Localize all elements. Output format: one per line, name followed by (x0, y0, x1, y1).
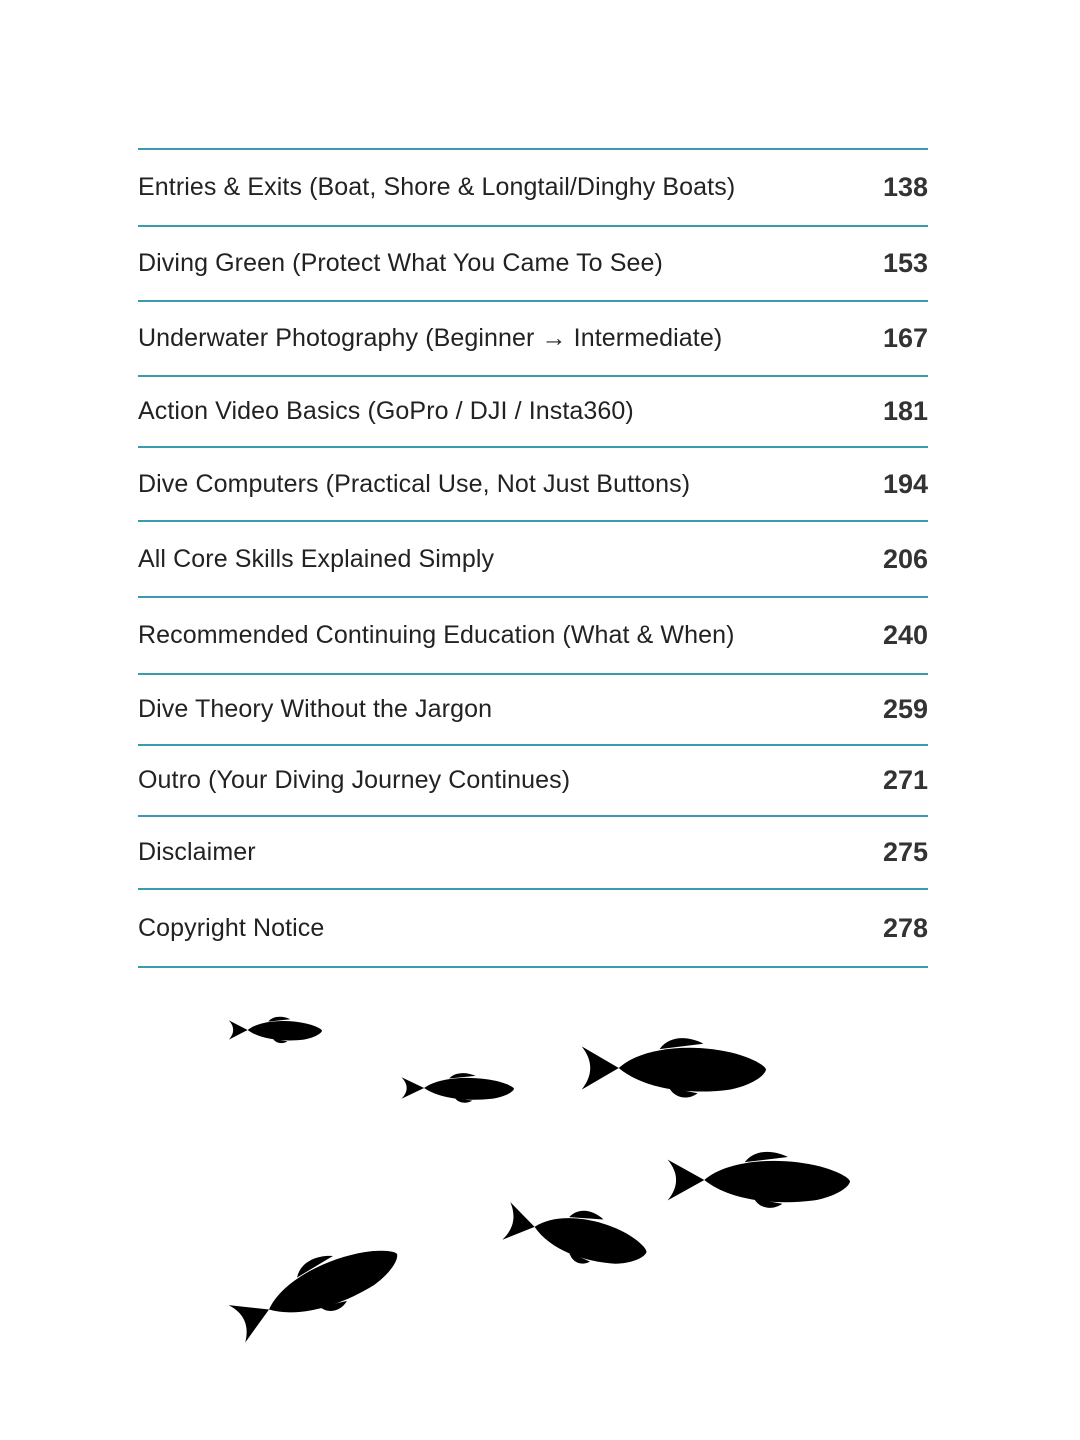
toc-entry-title: Disclaimer (138, 838, 256, 866)
toc-entry-page: 278 (882, 912, 928, 943)
toc-entry-title: Entries & Exits (Boat, Shore & Longtail/Dinghy Boats) (138, 173, 736, 201)
toc-entry-title: Recommended Continuing Education (What & When) (138, 621, 735, 649)
fish-icon (668, 1152, 850, 1208)
fish-icon (229, 1017, 322, 1043)
fish-icon (582, 1038, 766, 1097)
toc-entry-title: Dive Computers (Practical Use, Not Just Buttons) (138, 469, 691, 498)
toc-entry-title: Diving Green (Protect What You Came To See) (138, 249, 663, 277)
toc-entry-page: 181 (882, 396, 928, 426)
toc-entry-page: 259 (882, 694, 928, 724)
toc-entry-page: 271 (882, 765, 928, 795)
toc-entry-title: Underwater Photography (Beginner → Intermediate) (138, 324, 723, 352)
toc-entry-title: Outro (Your Diving Journey Continues) (138, 766, 571, 794)
fish-icon (401, 1073, 514, 1103)
toc-entry-page: 206 (882, 543, 928, 574)
fish-icon (225, 1227, 407, 1349)
toc-entry-page: 275 (882, 837, 928, 867)
toc-entry-page: 153 (882, 248, 928, 278)
toc-entry-page: 240 (882, 620, 928, 650)
toc-entry-title: Copyright Notice (138, 913, 325, 942)
toc-entry-page: 194 (882, 468, 928, 499)
toc-entry-page: 138 (882, 172, 928, 202)
toc-entry-page: 167 (882, 323, 928, 353)
toc-entry-title: All Core Skills Explained Simply (138, 544, 495, 573)
fish-icon (501, 1195, 652, 1276)
toc-entry-title: Action Video Basics (GoPro / DJI / Insta360) (138, 397, 634, 425)
toc-entry-title: Dive Theory Without the Jargon (138, 695, 493, 723)
